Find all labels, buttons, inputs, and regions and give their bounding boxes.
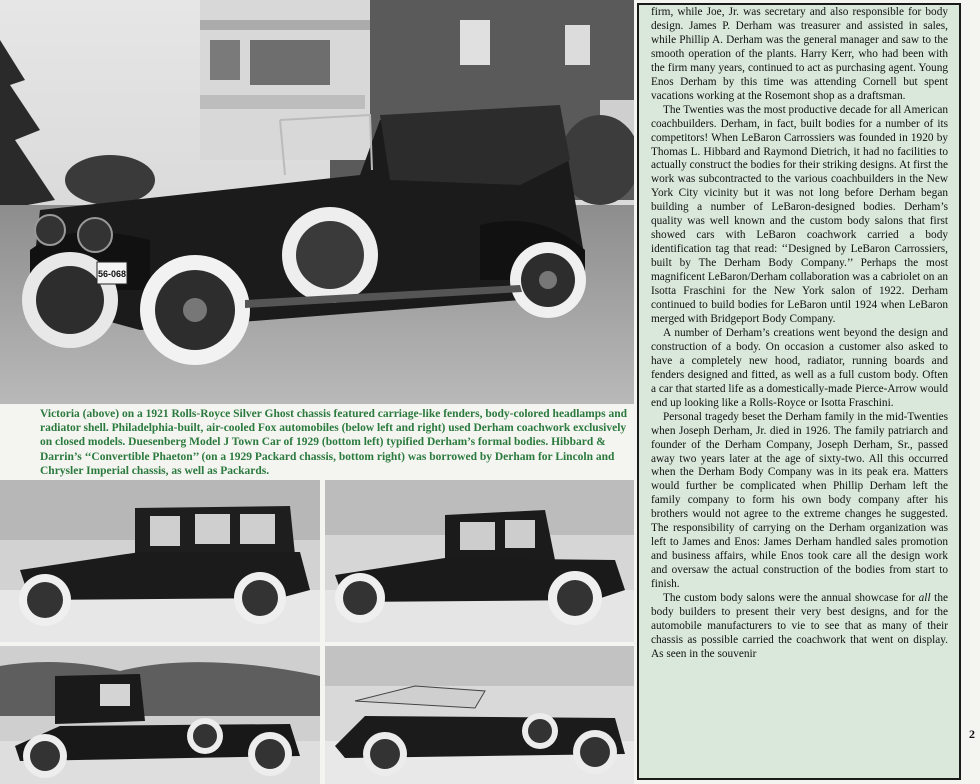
p5-end: the body builders to present their very best designs, and for the automobile manufacturers to vie to see that as many of their chassis as possible carried the coachwork that went on display. As seen in the souvenir: [651, 592, 948, 660]
fox-car-left-photo: [0, 480, 320, 642]
duesenberg-town-car-photo: [0, 646, 320, 784]
main-car-photo: [0, 0, 634, 404]
article-panel: [637, 3, 961, 780]
fox-car-right-photo: [325, 480, 634, 642]
article-paragraph-1: firm, while Joe, Jr. was secretary and also responsible for body design. James P. Derham was treasurer and assisted in sales, while Phillip A. Derham was the general manager and saw to the smooth operation of the plants. Harry Kerr, who had been with the firm many years, continued to act as purchasing agent. Young Enos Derham by this time was attending Cornell but spent vacations working at the Rosemont shop as a draftsman.: [651, 6, 948, 102]
p5-start: The custom body salons were the annual showcase for: [663, 592, 919, 605]
article-paragraph-2: The Twenties was the most productive decade for all American coachbuilders. Derham, in fact, built bodies for a number of its competitors! When LeBaron Carrossiers was founded in 1920 by Thomas L. Hibbard and Raymond Dietrich, it had no facilities to actually construct the bodies for their striking designs. At first the work was subcontracted to the various coachbuilders in the New York City vicinity but it was not long before Derham began building a number of LeBaron-designed bodies. Derham’s quality was well known and the custom body salons that first showed cars with LeBaron coachwork carried a body identification tag that read: ‘‘Designed by LeBaron Carrossiers, built by The Derham Body Company.’’ Perhaps the most magnificent LeBaron/Derham collaboration was a cabriolet on an Isotta Fraschini for the New York salon of 1922. Derham continued to build bodies for LeBaron until 1924 when LeBaron merged with Bridgeport Body Company.: [651, 103, 948, 325]
article-paragraph-5: [651, 592, 948, 662]
p5-emphasis: all: [918, 592, 931, 605]
packard-phaeton-photo: [325, 646, 634, 784]
page-number: 2: [969, 727, 975, 741]
photo-caption: Victoria (above) on a 1921 Rolls-Royce Silver Ghost chassis featured carriage-like fenders, body-colored headlamps and radiator shell. Philadelphia-built, air-cooled Fox automobiles (below left and right) used Derham coachwork exclusively on closed models. Duesenberg Model J Town Car of 1929 (bottom left) typified Derham’s formal bodies. Hibbard & Darrin’s ‘‘Convertible Phaeton’’ (on a 1929 Packard chassis, bottom right) was borrowed by Derham for Lincoln and Chrysler Imperial chassis, as well as Packards.: [40, 408, 627, 477]
license-plate-text: 56-068: [97, 269, 127, 279]
article-paragraph-3: A number of Derham’s creations went beyond the design and construction of a body. On occasion a customer also asked to have a completely new hood, radiator, running boards and fenders designed and fitted, as well as a full custom body. Often a car that started life as a domestically-made Pierce-Arrow would end up looking like a Rolls-Royce or Isotta Fraschini.: [651, 326, 948, 409]
article-paragraph-4: Personal tragedy beset the Derham family in the mid-Twenties when Joseph Derham, Jr. died in 1926. The family patriarch and founder of the Derham Company, Joseph Derham, Sr., passed away two years later at the age of sixty-two. All this occurred when the Derham Body Company was in its peak era. Matters would further be complicated when Phillip Derham left the family company to form his own body company after his brothers would not agree to the extreme changes he suggested. The responsibility of carrying on the Derham organization was left to James and Enos: James Derham handled sales promotion and business affairs, while Enos took care all the design work and oversaw the actual construction of the bodies from start to finish.: [651, 410, 948, 591]
